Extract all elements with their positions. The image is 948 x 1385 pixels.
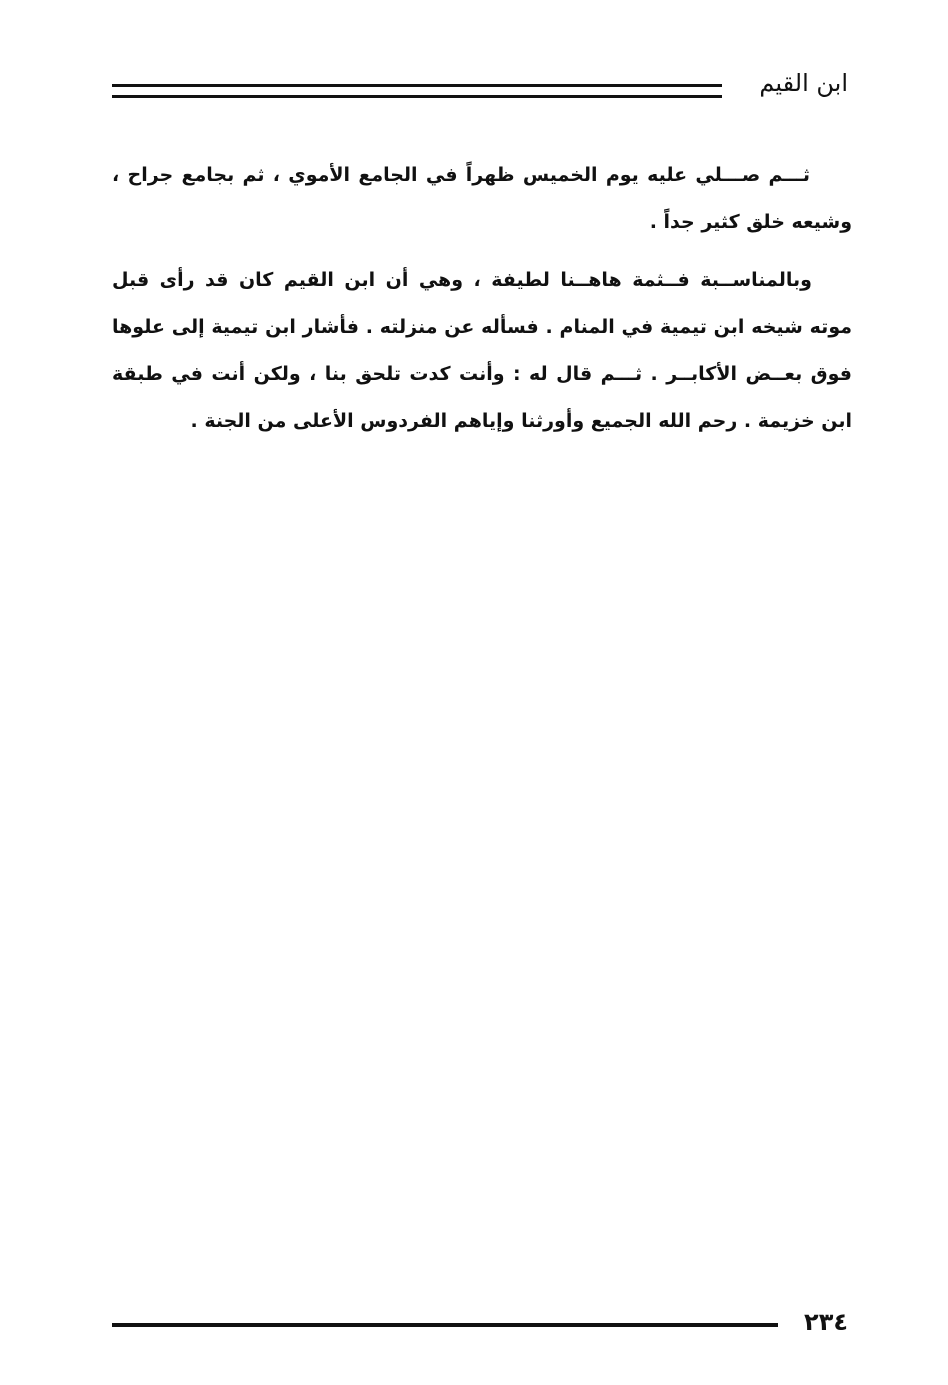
header-double-rule	[112, 84, 722, 98]
paragraph-1: ثـــم صـــلي عليه يوم الخميس ظهراً في الجامع الأموي ، ثم بجامع جراح ، وشيعه خلق كثير جداً .	[112, 164, 852, 233]
page-header	[112, 62, 848, 106]
page-number: ٢٣٤	[804, 1308, 848, 1336]
running-title: ابن القيم	[759, 69, 848, 97]
paragraph-2: وبالمناســبة فــثمة هاهــنا لطيفة ، وهي أن ابن القيم كان قد رأى قبل موته شيخه ابن تيمية في المنام . فسأله عن منزلته . فأشار ابن تيمية إلى علوها فوق بعــض الأكابــر . ثـــم قال له : وأنت كدت تلحق بنا ، ولكن أنت في طبقة ابن خزيمة . رحم الله الجميع وأورثنا وإياهم الفردوس الأعلى من الجنة .	[112, 269, 852, 432]
footer-rule	[112, 1323, 778, 1327]
page-footer	[112, 1306, 848, 1342]
page-body	[112, 152, 852, 445]
